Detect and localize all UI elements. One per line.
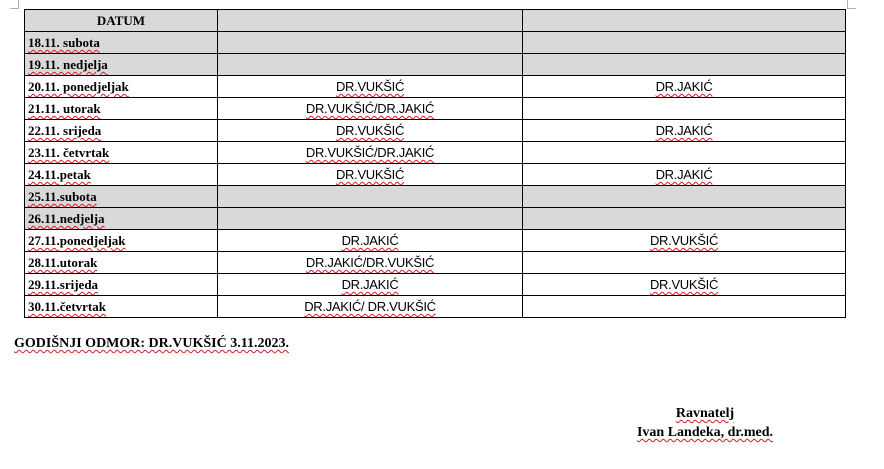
row-doctor-col2 xyxy=(218,142,523,164)
row-date-cell xyxy=(25,208,218,230)
row-date-text: 25.11.subota xyxy=(28,189,97,204)
row-doctor-col3 xyxy=(523,296,846,318)
table-row xyxy=(25,54,846,76)
row-doctor-col2 xyxy=(218,76,523,98)
table-row xyxy=(25,164,846,186)
row-doctor-col3-text: DR.JAKIĆ xyxy=(655,167,713,182)
header-col3 xyxy=(523,10,846,32)
row-date-cell xyxy=(25,274,218,296)
row-doctor-col2-text: DR.JAKIĆ xyxy=(341,277,399,292)
row-doctor-col2-text: DR.VUKŠIĆ xyxy=(335,167,405,182)
table-row xyxy=(25,274,846,296)
row-doctor-col3 xyxy=(523,142,846,164)
table-row xyxy=(25,32,846,54)
row-doctor-col3 xyxy=(523,208,846,230)
row-doctor-col2-text: DR.VUKŠIĆ/DR.JAKIĆ xyxy=(305,101,435,116)
table-header-row xyxy=(25,10,846,32)
row-date-cell xyxy=(25,186,218,208)
table-row xyxy=(25,252,846,274)
row-doctor-col2 xyxy=(218,98,523,120)
row-doctor-col2 xyxy=(218,120,523,142)
row-doctor-col2 xyxy=(218,274,523,296)
vacation-note-text: GODIŠNJI ODMOR: DR.VUKŠIĆ 3.11.2023. xyxy=(14,336,289,351)
table-row xyxy=(25,142,846,164)
row-date-text: 27.11.ponedjeljak xyxy=(28,233,126,248)
row-date-text: 21.11. utorak xyxy=(28,101,101,116)
signature-block xyxy=(600,404,810,442)
row-date-cell xyxy=(25,54,218,76)
row-doctor-col3 xyxy=(523,54,846,76)
row-doctor-col2 xyxy=(218,186,523,208)
row-doctor-col2 xyxy=(218,164,523,186)
row-date-text: 20.11. ponedjeljak xyxy=(28,79,129,94)
row-doctor-col2-text: DR.JAKIĆ/DR.VUKŠIĆ xyxy=(305,255,435,270)
header-col2 xyxy=(218,10,523,32)
row-doctor-col3 xyxy=(523,252,846,274)
row-date-text: 26.11.nedjelja xyxy=(28,211,105,226)
row-doctor-col2 xyxy=(218,208,523,230)
row-doctor-col3 xyxy=(523,76,846,98)
row-date-cell xyxy=(25,142,218,164)
row-date-cell xyxy=(25,164,218,186)
row-date-text: 29.11.srijeda xyxy=(28,277,99,292)
table-body xyxy=(25,32,846,318)
row-doctor-col3 xyxy=(523,164,846,186)
table-row xyxy=(25,296,846,318)
row-doctor-col3 xyxy=(523,186,846,208)
table-row xyxy=(25,98,846,120)
row-date-cell xyxy=(25,98,218,120)
row-doctor-col3-text: DR.JAKIĆ xyxy=(655,79,713,94)
row-date-cell xyxy=(25,230,218,252)
row-date-text: 28.11.utorak xyxy=(28,255,98,270)
row-doctor-col3 xyxy=(523,230,846,252)
table-row xyxy=(25,186,846,208)
row-doctor-col2 xyxy=(218,296,523,318)
row-doctor-col2 xyxy=(218,54,523,76)
page-corner-marker-right xyxy=(847,0,856,9)
row-date-cell xyxy=(25,252,218,274)
row-doctor-col3-text: DR.JAKIĆ xyxy=(655,123,713,138)
row-doctor-col2 xyxy=(218,252,523,274)
row-doctor-col3-text: DR.VUKŠIĆ xyxy=(649,277,719,292)
vacation-note xyxy=(14,336,289,352)
table-row xyxy=(25,230,846,252)
row-date-text: 23.11. četvrtak xyxy=(28,145,110,160)
row-date-cell xyxy=(25,32,218,54)
row-date-text: 18.11. subota xyxy=(28,35,100,50)
signature-title: Ravnatelj xyxy=(675,406,735,421)
row-doctor-col2 xyxy=(218,32,523,54)
row-doctor-col2 xyxy=(218,230,523,252)
duty-schedule-table xyxy=(24,9,846,318)
row-doctor-col2-text: DR.VUKŠIĆ xyxy=(335,123,405,138)
row-doctor-col3 xyxy=(523,120,846,142)
row-doctor-col2-text: DR.VUKŠIĆ xyxy=(335,79,405,94)
row-doctor-col3 xyxy=(523,98,846,120)
page-corner-marker-left xyxy=(10,0,19,9)
table-row xyxy=(25,120,846,142)
row-doctor-col3-text: DR.VUKŠIĆ xyxy=(649,233,719,248)
row-doctor-col3 xyxy=(523,32,846,54)
signature-name: Ivan Landeka, dr.med. xyxy=(636,425,774,440)
row-doctor-col2-text: DR.VUKŠIĆ/DR.JAKIĆ xyxy=(305,145,435,160)
table-row xyxy=(25,76,846,98)
row-date-cell xyxy=(25,76,218,98)
row-doctor-col2-text: DR.JAKIĆ/ DR.VUKŠIĆ xyxy=(304,299,436,314)
row-doctor-col2-text: DR.JAKIĆ xyxy=(341,233,399,248)
header-date: DATUM xyxy=(25,10,218,32)
row-date-text: 24.11.petak xyxy=(28,167,91,182)
row-date-cell xyxy=(25,120,218,142)
row-date-text: 19.11. nedjelja xyxy=(28,57,108,72)
row-date-cell xyxy=(25,296,218,318)
row-doctor-col3 xyxy=(523,274,846,296)
row-date-text: 22.11. srijeda xyxy=(28,123,102,138)
row-date-text: 30.11.četvrtak xyxy=(28,299,106,314)
table-row xyxy=(25,208,846,230)
